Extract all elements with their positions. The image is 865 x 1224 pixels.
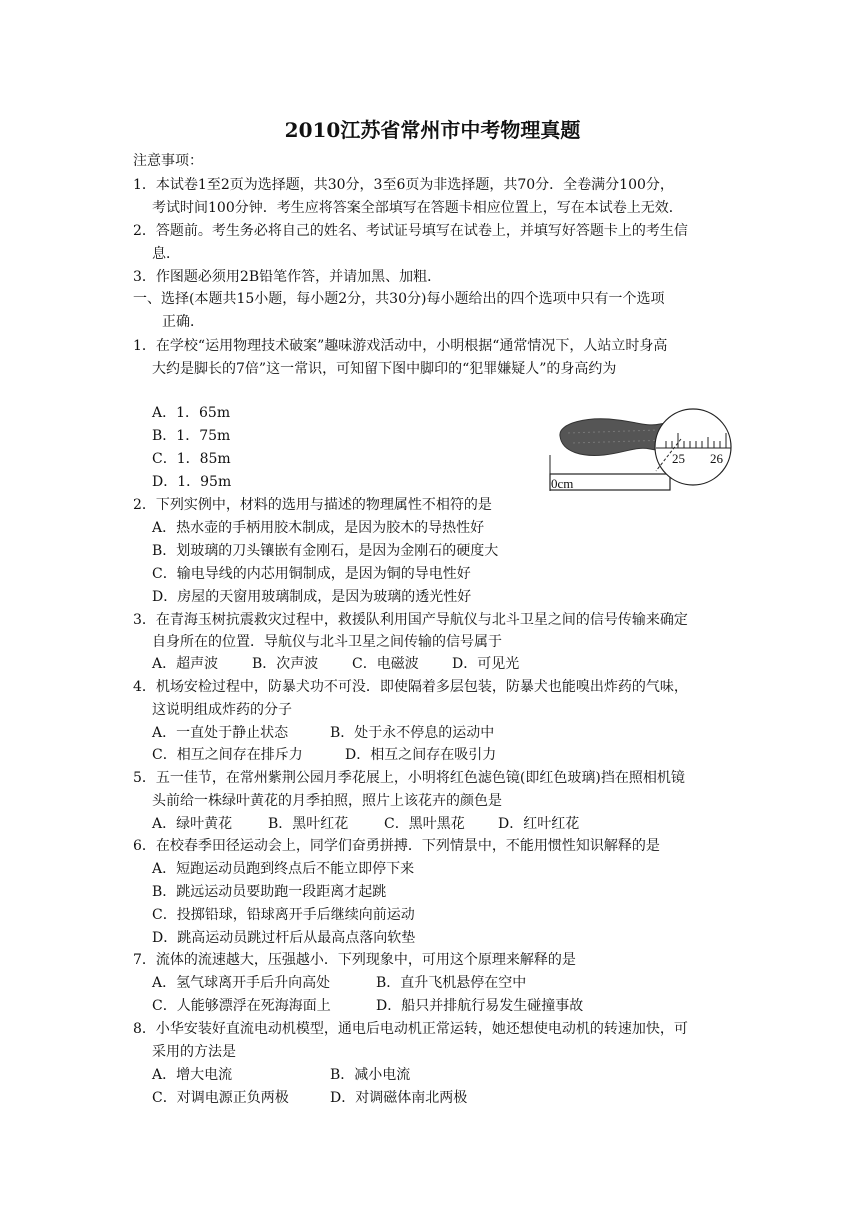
question-7-option-b: B．直升飞机悬停在空中 xyxy=(376,975,527,991)
question-2-stem: 2．下列实例中，材料的选用与描述的物理属性不相符的是 xyxy=(133,497,492,513)
question-3-stem: 3．在青海玉树抗震救灾过程中，救援队利用国产导航仪与北斗卫星之间的信号传输来确定 xyxy=(133,612,688,628)
question-8-option-b: B．减小电流 xyxy=(330,1067,411,1083)
notice-item-2: 2．答题前。考生务必将自己的姓名、考试证号填写在试卷上，并填写好答题卡上的考生信 xyxy=(133,223,688,239)
question-7-stem: 7．流体的流速越大，压强越小．下列现象中，可用这个原理来解释的是 xyxy=(133,952,576,968)
question-8-option-a: A．增大电流 xyxy=(152,1067,233,1083)
question-5-option-b: B．黑叶红花 xyxy=(268,816,349,832)
question-3-stem-cont: 自身所在的位置．导航仪与北斗卫星之间传输的信号属于 xyxy=(152,634,502,650)
question-1-option-c: C．1．85m xyxy=(152,451,231,467)
ruler-label-zero: 0cm xyxy=(551,476,574,491)
question-4-stem: 4．机场安检过程中，防暴犬功不可没．即使隔着多层包装，防暴犬也能嗅出炸药的气味， xyxy=(133,679,688,695)
ruler-label-25: 25 xyxy=(672,451,685,466)
question-6-stem: 6．在校春季田径运动会上，同学们奋勇拼搏．下列情景中，不能用惯性知识解释的是 xyxy=(133,838,660,854)
question-5-option-a: A．绿叶黄花 xyxy=(152,816,233,832)
notice-item-3: 3．作图题必须用2B铅笔作答，并请加黑、加粗． xyxy=(133,269,442,285)
question-5-option-c: C．黑叶黑花 xyxy=(384,816,465,832)
question-1-option-d: D．1．95m xyxy=(152,474,232,490)
question-3-option-c: C．电磁波 xyxy=(352,656,419,672)
question-5-stem-cont: 头前给一株绿叶黄花的月季拍照，照片上该花卉的颜色是 xyxy=(152,793,502,809)
notice-item-2-cont: 息． xyxy=(152,246,180,262)
question-6-option-b: B．跳远运动员要助跑一段距离才起跳 xyxy=(152,884,387,900)
question-7-option-a: A．氢气球离开手后升向高处 xyxy=(152,975,331,991)
question-3-option-a: A．超声波 xyxy=(152,656,219,672)
question-7-option-c: C．人能够漂浮在死海海面上 xyxy=(152,998,331,1014)
question-8-stem-cont: 采用的方法是 xyxy=(152,1044,236,1060)
question-1-stem: 1．在学校“运用物理技术破案”趣味游戏活动中，小明根据“通常情况下，人站立时身高 xyxy=(133,338,668,354)
question-2-option-b: B．划玻璃的刀头镶嵌有金刚石，是因为金刚石的硬度大 xyxy=(152,543,499,559)
question-8-option-d: D．对调磁体南北两极 xyxy=(330,1090,468,1106)
question-5-option-d: D．红叶红花 xyxy=(498,816,580,832)
section-heading: 一、选择(本题共15小题，每小题2分，共30分)每小题给出的四个选项中只有一个选项 xyxy=(133,291,665,307)
question-8-option-c: C．对调电源正负两极 xyxy=(152,1090,289,1106)
question-4-option-d: D．相互之间存在吸引力 xyxy=(345,747,497,763)
question-6-option-d: D．跳高运动员跳过杆后从最高点落向软垫 xyxy=(152,930,416,946)
section-heading-cont: 正确． xyxy=(162,314,204,330)
ruler-label-26: 26 xyxy=(710,451,723,466)
question-1-option-b: B．1．75m xyxy=(152,428,231,444)
question-3-option-b: B．次声波 xyxy=(252,656,319,672)
notice-heading: 注意事项： xyxy=(133,153,203,169)
question-5-stem: 5．五一佳节，在常州紫荆公园月季花展上，小明将红色滤色镜(即红色玻璃)挡在照相机镜 xyxy=(133,770,685,786)
question-2-option-a: A．热水壶的手柄用胶木制成，是因为胶木的导热性好 xyxy=(152,520,485,536)
notice-item-1: 1．本试卷1至2页为选择题，共30分，3至6页为非选择题，共70分．全卷满分100分， xyxy=(133,177,674,193)
question-1-option-a: A．1．65m xyxy=(152,405,231,421)
question-8-stem: 8．小华安装好直流电动机模型，通电后电动机正常运转，她还想使电动机的转速加快，可 xyxy=(133,1021,688,1037)
page-title: 2010江苏省常州市中考物理真题 xyxy=(284,118,581,142)
question-3-option-d: D．可见光 xyxy=(452,656,520,672)
question-6-option-c: C．投掷铅球，铅球离开手后继续向前运动 xyxy=(152,907,415,923)
question-6-option-a: A．短跑运动员跑到终点后不能立即停下来 xyxy=(152,861,415,877)
footprint-ruler-figure xyxy=(548,403,734,495)
question-4-option-b: B．处于永不停息的运动中 xyxy=(330,725,495,741)
question-2-option-d: D．房屋的天窗用玻璃制成，是因为玻璃的透光性好 xyxy=(152,589,472,605)
question-4-stem-cont: 这说明组成炸药的分子 xyxy=(152,702,292,718)
question-1-stem-cont: 大约是脚长的7倍”这一常识，可知留下图中脚印的“犯罪嫌疑人”的身高约为 xyxy=(152,361,617,377)
question-2-option-c: C．输电导线的内芯用铜制成，是因为铜的导电性好 xyxy=(152,566,471,582)
question-4-option-c: C．相互之间存在排斥力 xyxy=(152,747,303,763)
question-7-option-d: D．船只并排航行易发生碰撞事故 xyxy=(376,998,584,1014)
question-4-option-a: A．一直处于静止状态 xyxy=(152,725,289,741)
notice-item-1-cont: 考试时间100分钟．考生应将答案全部填写在答题卡相应位置上，写在本试卷上无效． xyxy=(152,200,683,216)
